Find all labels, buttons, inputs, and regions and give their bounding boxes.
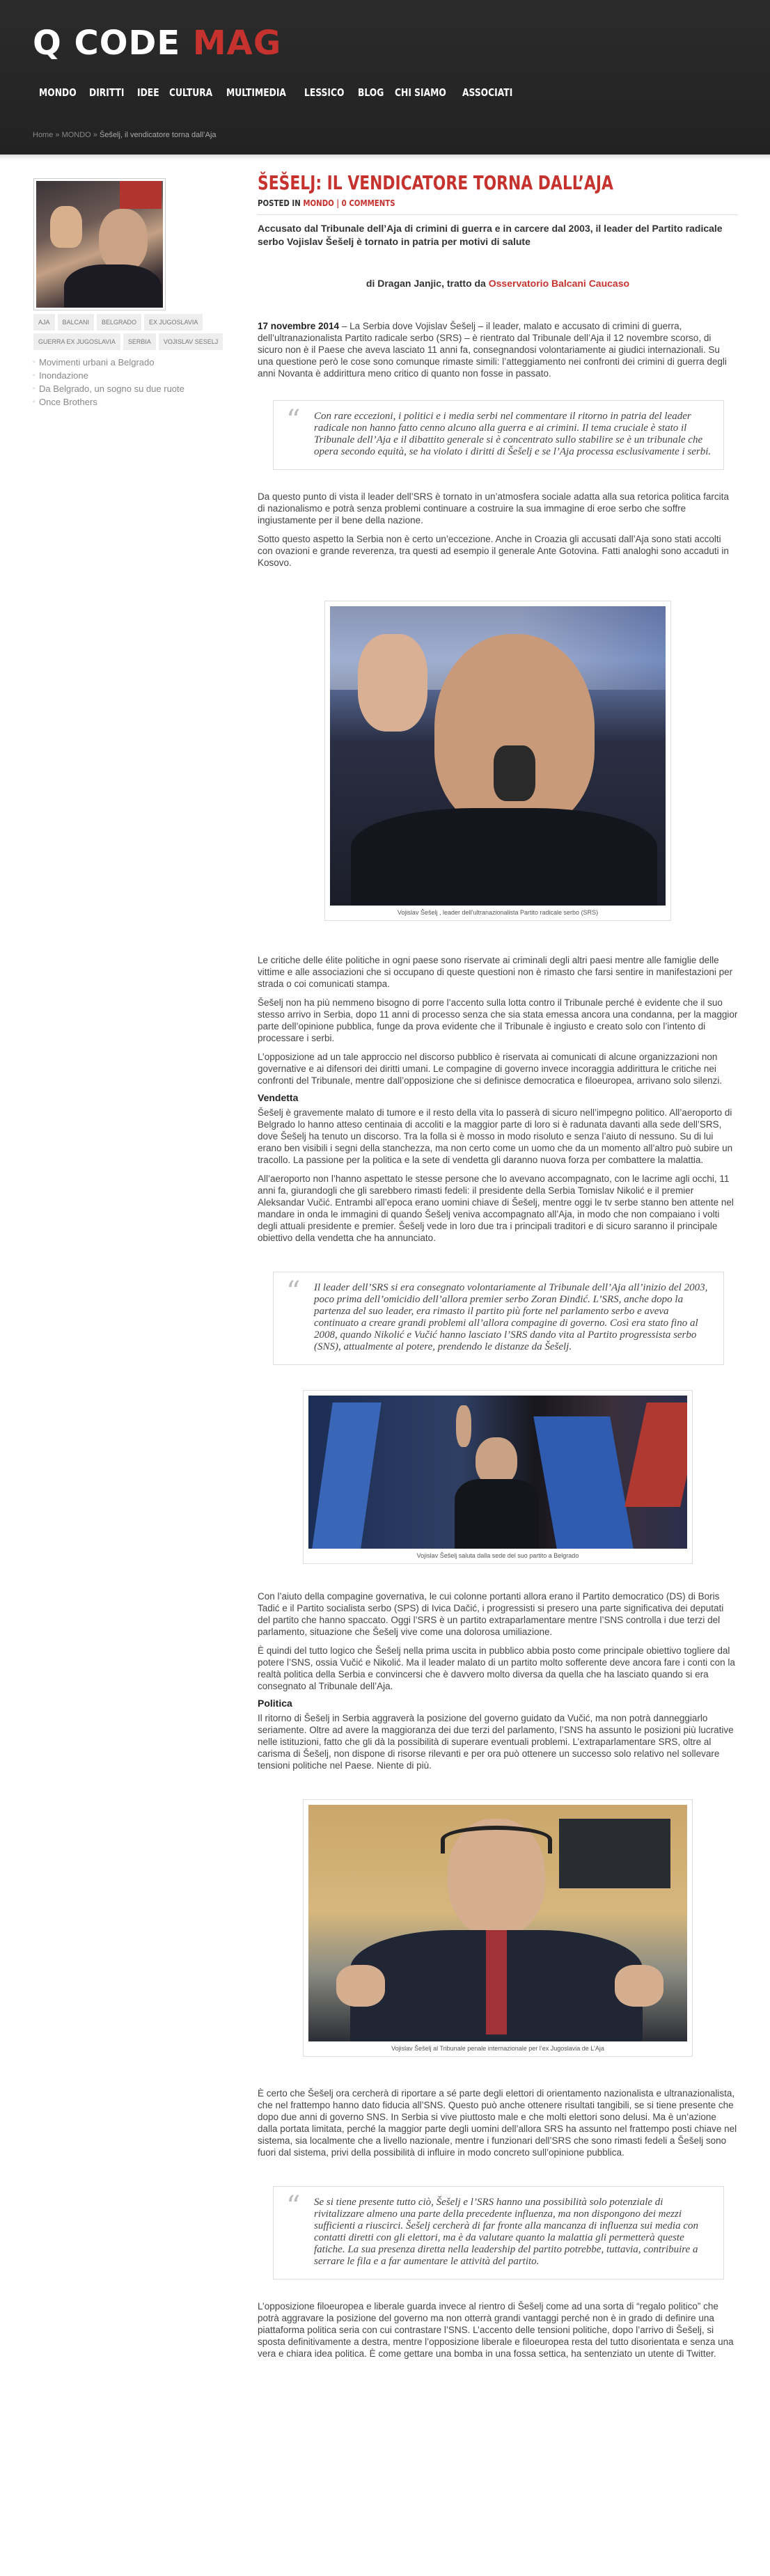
- meta-posted-in: POSTED IN: [258, 198, 304, 208]
- section-heading: Politica: [258, 1698, 292, 1709]
- quote-text: Il leader dell’SRS si era consegnato volontariamente al Tribunale dell’Aja all’inizio del 2003, poco prima dell’omicidio dell’allora premier serbo Zoran Đinđić. L’SRS, anche dopo la partenza del suo leader, era rimasto il partito più forte nel parlamento serbo e aveva continuato a creare grandi problemi all’allora compagine di governo. Così era stato fino al 2008, quando Nikolić e Vučić hanno lasciato l’SRS dando vita al Partito progressista serbo (SNS), attualmente al potere, prendendo le distanze da Šešelj.: [314, 1282, 708, 1352]
- nav-lessico[interactable]: LESSICO: [304, 86, 345, 99]
- image-hand-shape: [615, 1965, 663, 2007]
- figure-caption: Vojislav Šešelj , leader dell’ultranazionalista Partito radicale serbo (SRS): [397, 909, 599, 916]
- image-tie-shape: [486, 1930, 507, 2034]
- paragraph: È quindi del tutto logico che Šešelj nella prima uscita in pubblico abbia posto come principale obiettivo togliere dal potere l’SNS, ossia Vučić e Nikolić. Ma il leader malato di un partito molto sofferente deve ancora fare i conti con la realtà politica della Serbia e convincersi che è davvero molto diversa da quella che ha lasciato quando si era consegnato al Tribunale dell’Aja.: [258, 1645, 735, 1691]
- tag-ex-jugoslavia[interactable]: EX JUGOSLAVIA: [144, 314, 203, 331]
- article-figure: [303, 1390, 693, 1564]
- quote-text: Se si tiene presente tutto ciò, Šešelj e l’SRS hanno una possibilità solo potenziale di rivitalizzare almeno una parte della precedente influenza, ma non dispongono dei mezzi sufficienti a riuscirci. Šešelj cercherà di far fronte alla mancanza di influenza sui media con contatti diretti con gli elettori, ma è da valutare quanto la malattia gli permetterà queste fatiche. La sua presenza diretta nella leadership del partito potrebbe, tuttavia, contribuire a serrare le fila e a far aumentare le attività del partito.: [314, 2197, 699, 2267]
- paragraph: Il ritorno di Šešelj in Serbia aggraverà la posizione del governo guidato da Vučić, ma non potrà danneggiarlo seriamente. Oltre ad avere la maggioranza dei due terzi del parlamento, l’SNS ha assunto le posizioni più lucrative nelle istituzioni, fatto che gli dà la possibilità di superare eventuali problemi. L’extraparlamentare SRS, oltre al carisma di Šešelj, non dispone di risorse rilevanti e per ora può ottenere un successo solo relativo nel sollevare tensioni politiche nel Paese. Niente di più.: [258, 1713, 734, 1771]
- paragraph: Sotto questo aspetto la Serbia non è certo un’eccezione. Anche in Croazia gli accusati dall’Aja sono stati accolti con ovazioni e grande reverenza, tra questi ad esempio il generale Ante Gotovina. Fatti analoghi sono accaduti in Kosovo.: [258, 534, 729, 568]
- article: [258, 171, 738, 2360]
- related-post-link[interactable]: ◦ Inondazione: [33, 369, 226, 382]
- paragraph: Le critiche delle élite politiche in ogni paese sono riservate ai criminali degli altri paesi mentre alle famiglie delle vittime e alle associazioni che si occupano di queste questioni non è rimasto che farsi sentire in manifestazioni per strada o coi comunicati stampa.: [258, 955, 733, 989]
- image-flag-shape: [533, 1416, 634, 1549]
- byline-author: di Dragan Janjic, tratto da: [366, 278, 489, 289]
- breadcrumb-current: Šešelj, il vendicatore torna dall’Aja: [99, 131, 217, 139]
- photo-hand-shape: [50, 206, 82, 248]
- paragraph: [258, 320, 738, 379]
- site-logo[interactable]: [33, 24, 281, 63]
- photo-head-shape: [99, 209, 148, 271]
- quote-text: Con rare eccezioni, i politici e i media serbi nel commentare il ritorno in patria del leader radicale non hanno fatto cenno alcuno alla guerra e ai crimini. Il tema cruciale è stato il Tribunale dell’Aja e il dibattito generale si è concentrato sullo stabilire se è un tribunale che opera secondo equità, se ha violato i diritti di Šešelj e se l’Aja processa esclusivamente i serbi.: [314, 411, 712, 457]
- nav-mondo[interactable]: MONDO: [39, 86, 77, 99]
- divider: [258, 214, 738, 215]
- tag-belgrado[interactable]: BELGRADO: [97, 314, 141, 331]
- quote-icon: “: [286, 2190, 301, 2222]
- nav-blog[interactable]: BLOG: [358, 86, 384, 99]
- image-headphones-shape: [441, 1826, 552, 1854]
- image-hand-shape: [456, 1405, 471, 1447]
- article-figure: [324, 601, 671, 921]
- byline-source-link[interactable]: Osservatorio Balcani Caucaso: [488, 278, 630, 289]
- article-byline: [258, 278, 738, 290]
- meta-section-link[interactable]: MONDO: [303, 198, 334, 208]
- figure-caption: Vojislav Šešelj saluta dalla sede del suo partito a Belgrado: [416, 1552, 579, 1559]
- image-hand-shape: [336, 1965, 385, 2007]
- meta-comments-link[interactable]: 0 COMMENTS: [341, 198, 395, 208]
- related-post-link[interactable]: ◦ Movimenti urbani a Belgrado: [33, 356, 226, 369]
- header-shadow: [0, 155, 770, 160]
- featured-photo: [33, 178, 166, 310]
- sidebar: [33, 178, 226, 409]
- related-post-link[interactable]: ◦ Once Brothers: [33, 395, 226, 409]
- related-post-link[interactable]: ◦ Da Belgrado, un sogno su due ruote: [33, 382, 226, 395]
- tag-serbia[interactable]: SERBIA: [123, 333, 156, 350]
- nav-idee[interactable]: IDEE: [137, 86, 159, 99]
- article-figure: [303, 1799, 693, 2057]
- pull-quote: [273, 400, 724, 470]
- breadcrumb-section[interactable]: MONDO: [61, 131, 91, 139]
- paragraph: Da questo punto di vista il leader dell’SRS è tornato in un’atmosfera sociale adatta alla sua retorica politica farcita di nazionalismo e potrà senza problemi continuare a costruire la sua immagine di eroe serbo che soffre ingiustamente per il bene della nazione.: [258, 491, 729, 526]
- image-suit-shape: [455, 1479, 538, 1549]
- breadcrumb-separator: »: [53, 131, 62, 139]
- tag-aja[interactable]: AJA: [33, 314, 55, 331]
- nav-associati[interactable]: ASSOCIATI: [462, 86, 513, 99]
- featured-photo-image: [36, 181, 163, 308]
- nav-cultura[interactable]: CULTURA: [168, 86, 212, 99]
- nav-multimedia[interactable]: MULTIMEDIA: [226, 86, 287, 99]
- tag-guerra-ex-jugoslavia[interactable]: GUERRA EX JUGOSLAVIA: [33, 333, 120, 350]
- tag-list: [33, 314, 226, 350]
- image-suit-shape: [351, 808, 657, 906]
- figure-caption: Vojislav Šešelj al Tribunale penale internazionale per l’ex Jugoslavia de L’Aja: [391, 2045, 604, 2052]
- paragraph: È certo che Šešelj ora cercherà di riportare a sé parte degli elettori di orientamento nazionalista e ultranazionalista, che nel frattempo hanno dato fiducia all’SNS. Questo può anche ottenere risultati tangibili, se si tiene presente che dopo due anni di governo SNS. In Serbia si vive piuttosto male e che molti elettori sono delusi. Ma è un’azione dalla portata limitata, perché la maggior parte degli uomini dell’allora SRS ha assunto nel frattempo posti chiave nel sistema, sia localmente che a livello nazionale, mentre i funzionari dell’SRS che sono rimasti fedeli a Šešelj sono fuori dal sistema, privi della possibilità di influire in modo concreto sull’opinione pubblica.: [258, 2088, 737, 2158]
- figure-image: [308, 1396, 687, 1549]
- pull-quote: [273, 1272, 724, 1365]
- section-heading: Vendetta: [258, 1092, 299, 1103]
- paragraph-text: – La Serbia dove Vojislav Šešelj – il leader, malato e accusato di crimini di guerra, dell’ultranazionalista Partito radicale serbo (SRS) – è rientrato dal Tribunale dell’Aja il 12 novembre scorso, di sicuro non è il Paese che aveva lasciato 11 anni fa, consegnandosi volontariamente ai giudici internazionali. Su una questione però le cose sono comunque rimaste simili: l’atteggiamento nei confronti dei crimini di guerra degli anni Novanta è addirittura meno critico di quanto non fosse in passato.: [258, 321, 727, 379]
- photo-suit-shape: [64, 264, 162, 308]
- paragraph: All’aeroporto non l’hanno aspettato le stesse persone che lo avevano accompagnato, con le lacrime agli occhi, 11 anni fa, giurandogli che gli sarebbero rimasti fedeli: il presidente della Serbia Tomislav Nikolić e il premier Aleksandar Vučić. Entrambi all’epoca erano uomini chiave di Šešelj, mentre oggi le tv serbe stanno ben attente nel mandare in onda le immagini di quando Šešelj veniva accompagnato all’Aja, in modo che non compaiano i volti degli attuali presidente e premier. Šešelj vede in loro due tra i principali traditori e di sicuro saranno il principale obiettivo della vendetta che ha annunciato.: [258, 1174, 734, 1243]
- tag-vojislav-seselj[interactable]: VOJISLAV SESELJ: [159, 333, 223, 350]
- image-flag-shape: [312, 1402, 382, 1549]
- site-header: [0, 0, 770, 155]
- quote-icon: “: [286, 404, 301, 436]
- paragraph: Con l’aiuto della compagine governativa, le cui colonne portanti allora erano il Partito democratico (DS) di Boris Tadić e il Partito socialista serbo (SPS) di Ivica Dačić, i progressisti si presero una parte significativa dei deputati del partito che hanno spaccato. Oggi l’SRS è un partito extraparlamentare mentre l’SNS controlla i due terzi del parlamento, situazione che Šešelj vive come una dolorosa umiliazione.: [258, 1591, 724, 1637]
- image-hand-shape: [358, 634, 427, 732]
- nav-chi-siamo[interactable]: CHI SIAMO: [394, 86, 446, 99]
- tag-balcani[interactable]: BALCANI: [58, 314, 95, 331]
- article-meta: [258, 198, 666, 210]
- related-posts: [33, 356, 226, 409]
- breadcrumb-home[interactable]: Home: [33, 131, 54, 139]
- meta-separator: |: [333, 198, 342, 208]
- article-lead: Accusato dal Tribunale dell’Aja di crimini di guerra e in carcere dal 2003, il leader del Partito radicale serbo Vojislav Šešelj è tornato in patria per motivi di salute: [258, 223, 723, 247]
- breadcrumb-separator: »: [91, 131, 100, 139]
- nav-diritti[interactable]: DIRITTI: [89, 86, 125, 99]
- article-title: ŠEŠELJ: IL VENDICATORE TORNA DALL’AJA: [258, 171, 613, 194]
- main-nav: [39, 85, 528, 100]
- paragraph: L’opposizione filoeuropea e liberale guarda invece al rientro di Šešelj come ad una sorta di “regalo politico” che potrà aggravare la posizione del governo ma non otterrà grandi vantaggi perché non è in grado di definire una piattaforma politica seria con cui contrastare l’SNS. L’accento delle tensioni politiche, dopo l’arrivo di Šešelj, si sposta definitivamente a destra, mentre l’opposizione liberale e filoeuropea resta del tutto disorientata e senza una vera e chiara idea politica. È come gettare una bomba in una fossa settica, ha sentenziato un utente di Twitter.: [258, 2301, 734, 2359]
- image-microphone-shape: [494, 745, 535, 801]
- paragraph-date: 17 novembre 2014: [258, 321, 340, 331]
- figure-image: [308, 1805, 687, 2041]
- photo-flag-shape: [120, 181, 162, 209]
- image-flag-shape: [624, 1402, 687, 1507]
- logo-main: Q CODE: [33, 24, 181, 63]
- paragraph: L’opposizione ad un tale approccio nel discorso pubblico è riservata ai comunicati di alcune organizzazioni non governative e ai difensori dei diritti umani. Le compagine di governo invece incoraggia addirittura le critiche nei confronti del Tribunale, mentre dall’opposizione che si definisce democratica e filoeuropea, arrivano solo silenzi.: [258, 1052, 723, 1086]
- image-monitor-shape: [559, 1819, 670, 1888]
- figure-image: [330, 606, 666, 906]
- breadcrumb: [33, 129, 217, 141]
- pull-quote: [273, 2186, 724, 2279]
- paragraph: Šešelj non ha più nemmeno bisogno di porre l’accento sulla lotta contro il Tribunale perché è evidente che il suo stesso arrivo in Serbia, dopo 11 anni di processo senza che sia stata emessa ancora una condanna, per la maggior parte dell’opinione pubblica, funge da prova evidente che il Tribunale è ingiusto e creato solo con l’intento di processare i serbi.: [258, 997, 738, 1043]
- logo-accent: MAG: [192, 24, 282, 63]
- quote-icon: “: [286, 1276, 301, 1308]
- paragraph: Šešelj è gravemente malato di tumore e il resto della vita lo passerà di sicuro nell’impegno politico. All’aeroporto di Belgrado lo hanno atteso centinaia di accoliti e la maggior parte di loro si è radunata davanti alla sede dell’SRS, dove Šešelj ha tenuto un discorso. Tra la folla si è mosso in modo risoluto e senza l’aiuto di nessuno. Su di lui erano ben visibili i segni della stanchezza, ma non certo come un uomo che da un momento all’altro può subire un tracollo. La passione per la politica e la sete di vendetta gli daranno nuova forza per combattere la malattia.: [258, 1107, 733, 1165]
